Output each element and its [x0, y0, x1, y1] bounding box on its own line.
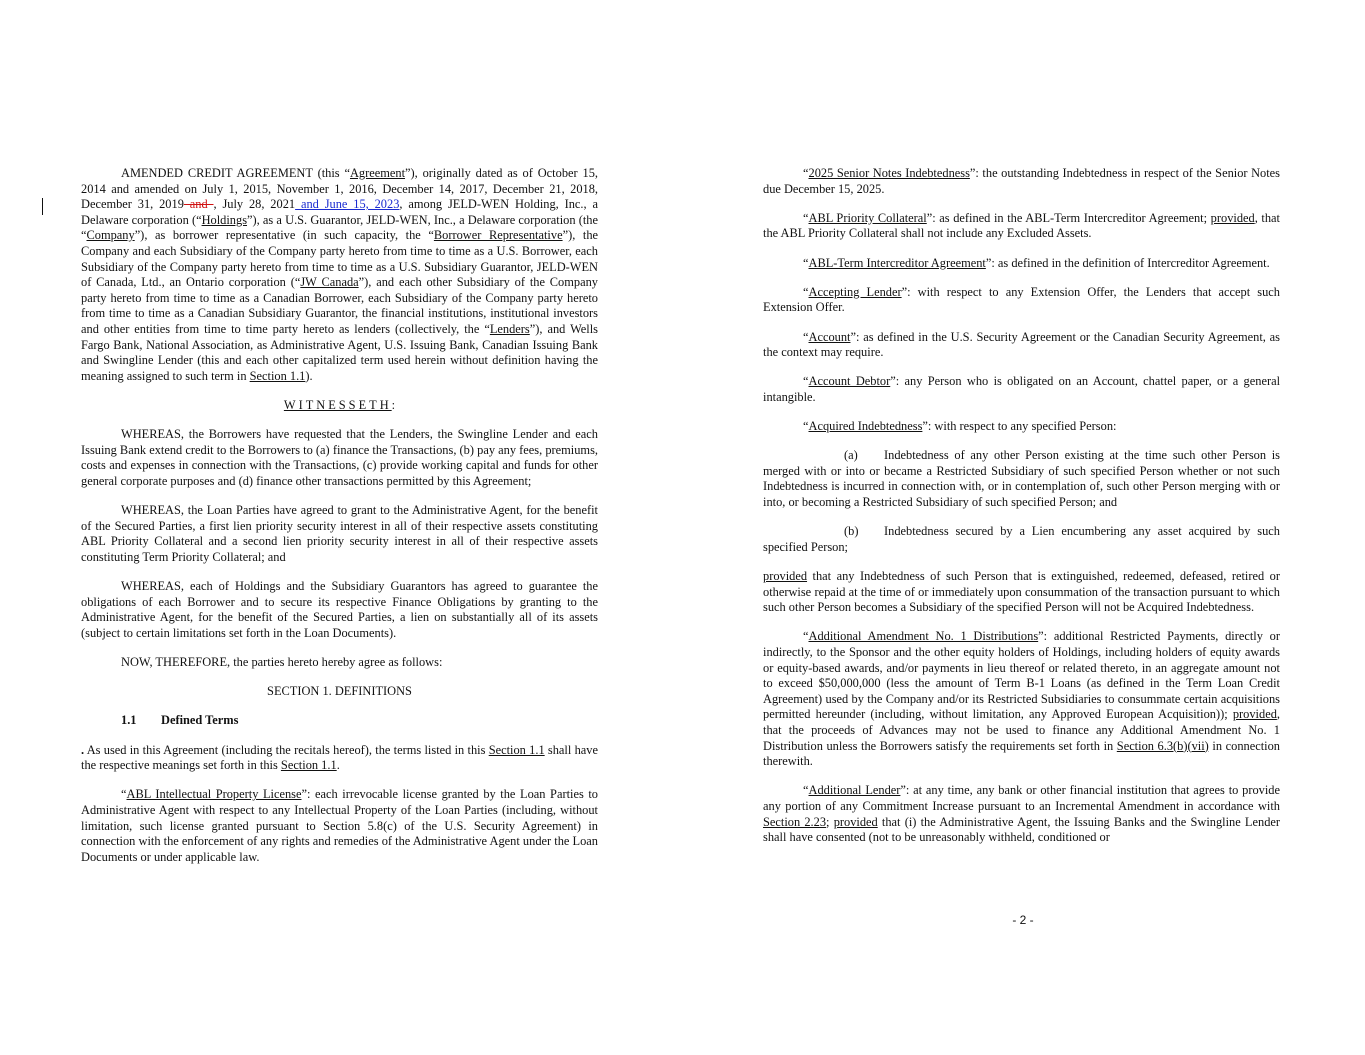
defined-term: Accepting Lender: [808, 284, 902, 299]
deleted-text: and: [183, 197, 214, 212]
definition-acquired-indebtedness: “Acquired Indebtedness”: with respect to any specified Person:: [803, 419, 1117, 434]
as-used-paragraph: . As used in this Agreement (including the recitals hereof), the terms listed in this Section 1.1 shall have the respective meanings set forth in this Section 1.1.: [81, 742, 598, 773]
defined-term: ABL Priority Collateral: [808, 210, 927, 225]
section-heading: SECTION 1. DEFINITIONS: [267, 684, 412, 699]
provided-word: provided: [1232, 707, 1277, 722]
whereas-paragraph-1: WHEREAS, the Borrowers have requested that the Lenders, the Swingline Lender and each Issuing Bank extend credit to the Borrowers to (a) finance the Transactions, (b) pay any fees, premiums, costs and expenses in connection with the Transactions, (c) provide working capital and funds for other general corporate purposes and (d) finance other transactions permitted by this Agreement;: [81, 427, 598, 488]
intro-paragraph: AMENDED CREDIT AGREEMENT (this “Agreement”), originally dated as of October 15, 2014 and amended on July 1, 2015, November 1, 2016, December 14, 2017, December 21, 2018, December 31, 2019 and , July 28, 2021 and June 15, 2023, among JELD-WEN Holding, Inc., a Delaware corporation (“Holdings”), as a U.S. Guarantor, JELD-WEN, Inc., a Delaware corporation (the “Company”), as borrower representative (in such capacity, the “Borrower Representative”), the Company and each Subsidiary of the Company party hereto from time to time as a U.S. Borrower, each Subsidiary of the Company party hereto from time to time as a U.S. Subsidiary Guarantor, JELD-WEN of Canada, Ltd., an Ontario corporation (“JW Canada”), and each other Subsidiary of the Company party hereto from time to time as a Canadian Borrower, each Subsidiary of the Company party hereto from time to time as a Canadian Subsidiary Guarantor, the financial institutions, institutional investors and other entities from time to time party hereto as lenders (collectively, the “Lenders”), and Wells Fargo Bank, National Association, as Administrative Agent, U.S. Issuing Bank, Canadian Issuing Bank and Swingline Lender (this and each other capitalized term used herein without definition having the meaning assigned to such term in Section 1.1).: [81, 166, 599, 383]
definition-abl-ip-license: “ABL Intellectual Property License”: each irrevocable license granted by the Loan Parties to Administrative Agent with respect to any Intellectual Property of the Loan Parties (including, without limitation, such license granted pursuant to Section 5.8(c) of the U.S. Security Agreement) in connection with the enforcement of any rights and remedies of the Administrative Agent under the Loan Documents or under applicable law.: [81, 787, 598, 864]
provided-word: provided: [833, 814, 878, 829]
definition-additional-lender: “Additional Lender”: at any time, any bank or other financial institution that agrees to provide any portion of any Commitment Increase pursuant to an Incremental Amendment in accordance with Section 2.23; provided that (i) the Administrative Agent, the Issuing Banks and the Swingline Lender shall have consented (not to be unreasonably withheld, conditioned or: [763, 783, 1281, 845]
witnesseth-heading: WITNESSETH:: [283, 397, 396, 412]
term-jw-canada: JW Canada: [300, 275, 359, 290]
definition-2025-senior-notes: “2025 Senior Notes Indebtedness”: the outstanding Indebtedness in respect of the Senior Notes due December 15, 2025.: [763, 166, 1280, 196]
section-reference: Section 1.1: [280, 758, 337, 773]
clause-a: (a) Indebtedness of any other Person existing at the time such other Person is merged with or into or became a Restricted Subsidiary of such specified Person whether or not such Indebtedness is incurred in connection with, or in contemplation of, such other Person merging with or into, or becoming a Restricted Subsidiary of such specified Person; and: [763, 448, 1280, 510]
acquired-proviso: provided that any Indebtedness of such Person that is extinguished, redeemed, defeased, retired or otherwise repaid at the time of or immediately upon consummation of the transaction pursuant to which such other Person becomes a Subsidiary of the specified Person will not be Acquired Indebtedness.: [763, 569, 1280, 615]
defined-term: Account: [808, 329, 851, 344]
left-column: [81, 166, 598, 879]
whereas-paragraph-3: WHEREAS, each of Holdings and the Subsidiary Guarantors has agreed to guarantee the obligations of each Borrower and to secure its respective Finance Obligations by granting to the Administrative Agent, for the benefit of the Secured Parties, a lien on substantially all of its assets (subject to certain limitations set forth in the Loan Documents).: [81, 579, 598, 640]
defined-term: 2025 Senior Notes Indebtedness: [808, 166, 970, 180]
section-reference: Section 1.1: [249, 368, 306, 383]
defined-term: Account Debtor: [808, 374, 891, 389]
defined-term: Additional Lender: [808, 783, 901, 798]
subsection-title: Defined Terms: [161, 713, 239, 728]
provided-word: provided: [763, 569, 808, 584]
right-column: [763, 166, 1280, 859]
defined-term: Acquired Indebtedness: [808, 419, 923, 434]
section-reference: Section 6.3(b)(vii): [1116, 738, 1209, 753]
subsection-number: 1.1: [121, 713, 137, 728]
inserted-text: and June 15, 2023: [295, 197, 400, 212]
definition-additional-amendment: “Additional Amendment No. 1 Distributions”: additional Restricted Payments, directly or indirectly, to the Sponsor and the other equity holders of Holdings, including holders of equity awards or equity-based awards, and/or payments in lieu thereof or related thereto, in an aggregate amount not to exceed $50,000,000 (less the amount of Term B-1 Loans (as defined in the Term Loan Credit Agreement) used by the Company and/or its Restricted Subsidiaries to consummate certain acquisitions permitted hereunder (including, without limitation, any Approved European Acquisition)); provided, that the proceeds of Advances may not be used to finance any Additional Amendment No. 1 Distribution unless the Borrowers satisfy the requirements set forth in Section 6.3(b)(vii) in connection therewith.: [763, 629, 1280, 769]
definition-abl-term-intercreditor: “ABL-Term Intercreditor Agreement”: as defined in the definition of Intercreditor Agreement.: [803, 255, 1270, 270]
term-holdings: Holdings: [201, 212, 248, 227]
defined-term: Additional Amendment No. 1 Distributions: [808, 629, 1039, 644]
term-borrower-representative: Borrower Representative: [433, 228, 563, 243]
term-agreement: Agreement: [349, 166, 406, 180]
clause-b: (b) Indebtedness secured by a Lien encumbering any asset acquired by such specified Person;: [763, 524, 1280, 554]
subsection-heading: [81, 713, 598, 729]
page-number: - 2 -: [1012, 913, 1034, 927]
now-therefore-paragraph: NOW, THEREFORE, the parties hereto hereby agree as follows:: [121, 655, 443, 669]
term-company: Company: [86, 228, 135, 243]
provided-word: provided: [1210, 210, 1255, 225]
definition-account-debtor: “Account Debtor”: any Person who is obligated on an Account, chattel paper, or a general intangible.: [763, 374, 1281, 404]
definition-account: “Account”: as defined in the U.S. Security Agreement or the Canadian Security Agreement, as the context may require.: [763, 329, 1280, 360]
change-bar: [42, 198, 43, 215]
whereas-paragraph-2: WHEREAS, the Loan Parties have agreed to grant to the Administrative Agent, for the benefit of the Secured Parties, a first lien priority security interest in all of their respective assets constituting ABL Priority Collateral and a second lien priority security interest in all of their respective assets constituting Term Priority Collateral; and: [81, 503, 598, 564]
definition-accepting-lender: “Accepting Lender”: with respect to any Extension Offer, the Lenders that accept such Extension Offer.: [763, 284, 1280, 315]
section-reference: Section 2.23: [763, 814, 827, 829]
defined-term: ABL-Term Intercreditor Agreement: [808, 255, 986, 270]
term-lenders: Lenders: [489, 321, 530, 336]
clause-label: (a): [844, 448, 858, 463]
clause-label: (b): [844, 524, 859, 539]
defined-term: ABL Intellectual Property License: [126, 787, 302, 802]
definition-abl-priority-collateral: “ABL Priority Collateral”: as defined in the ABL-Term Intercreditor Agreement; provided, that the ABL Priority Collateral shall not include any Excluded Assets.: [763, 210, 1280, 241]
section-reference: Section 1.1: [488, 742, 545, 757]
